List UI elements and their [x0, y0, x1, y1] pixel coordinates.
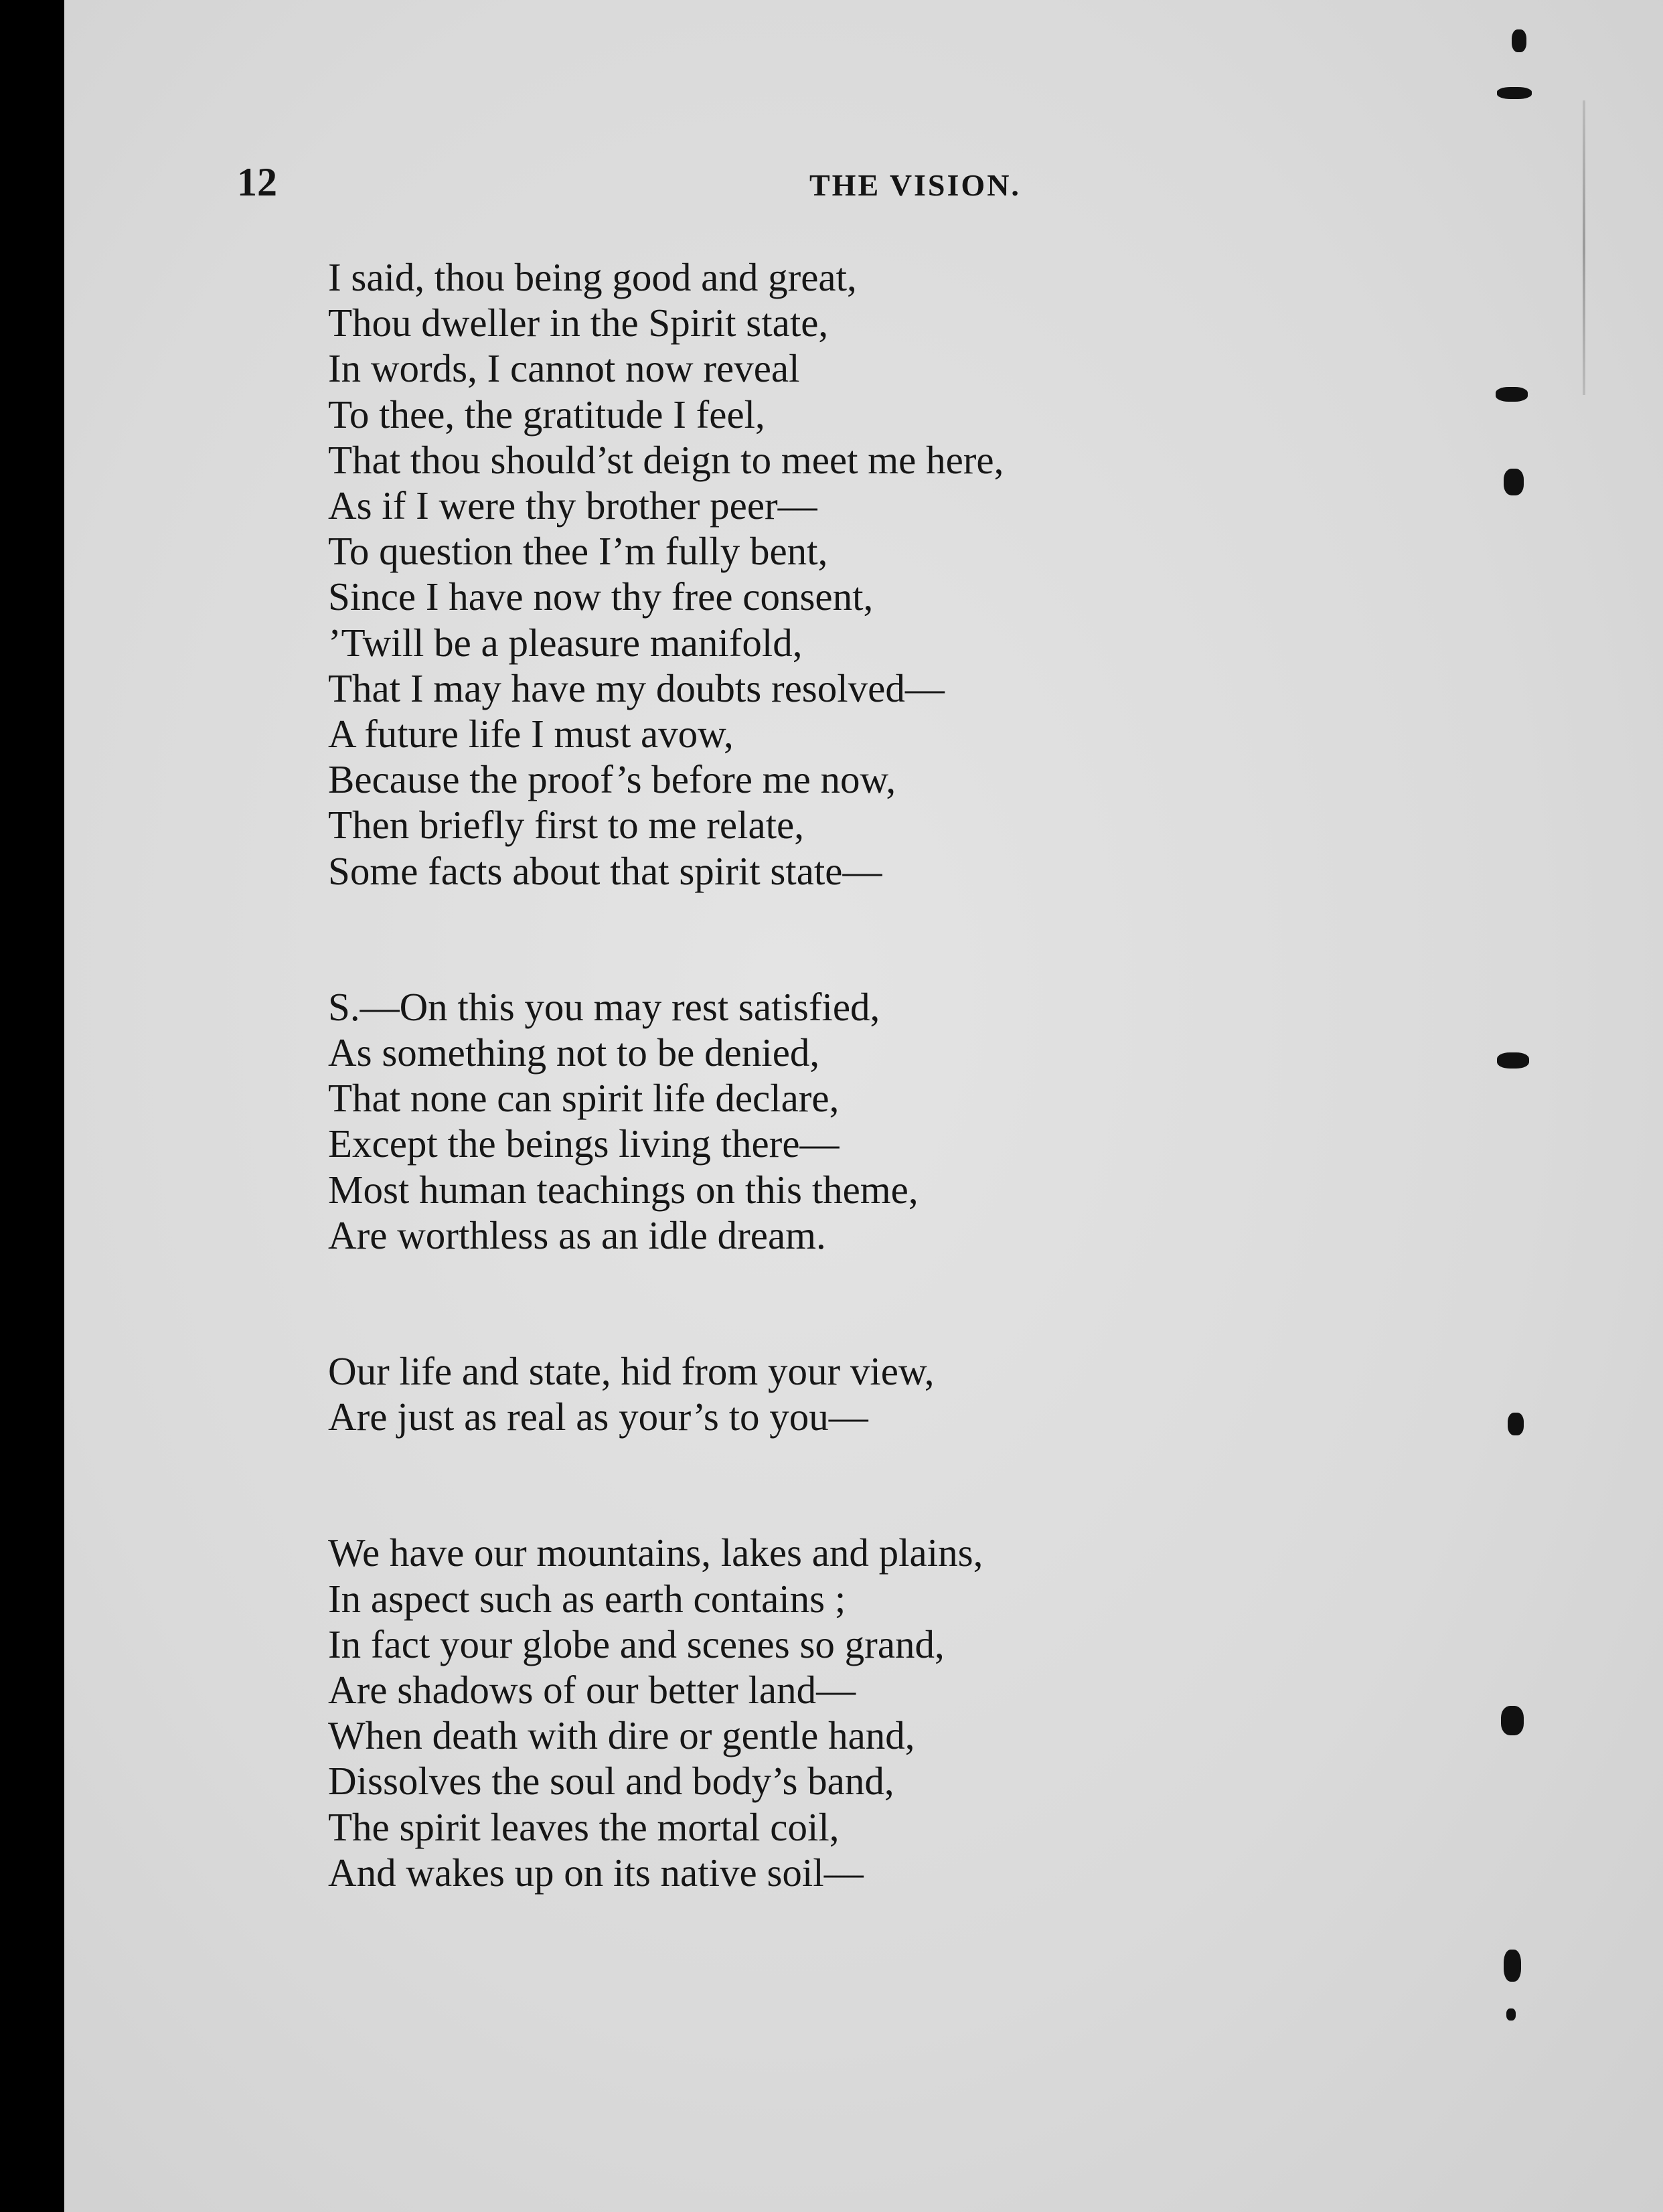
binding-mark	[1506, 2008, 1516, 2021]
binding-mark	[1497, 1052, 1529, 1069]
poem-line: As something not to be denied,	[328, 1030, 820, 1075]
binding-shadow	[1583, 100, 1585, 395]
binding-mark	[1497, 87, 1532, 99]
poem-line: When death with dire or gentle hand,	[328, 1713, 915, 1758]
binding-mark	[1508, 1413, 1524, 1435]
poem-line: Since I have now thy free consent,	[328, 574, 874, 619]
poem-body	[328, 254, 1433, 1895]
poem-line: As if I were thy brother peer—	[328, 483, 817, 528]
page-number: 12	[237, 160, 277, 204]
poem-line: ’Twill be a pleasure manifold,	[328, 620, 803, 665]
stanza-1	[328, 254, 1433, 894]
poem-line: In aspect such as earth contains ;	[328, 1576, 846, 1621]
poem-line: That I may have my doubts resolved—	[328, 665, 945, 710]
poem-line: And wakes up on its native soil—	[328, 1850, 864, 1895]
stanza-4	[328, 1530, 1433, 1895]
poem-line: In words, I cannot now reveal	[328, 346, 800, 391]
stanza-2	[328, 984, 1433, 1258]
book-page	[64, 0, 1663, 2212]
poem-line: That none can spirit life declare,	[328, 1076, 840, 1121]
poem-line: The spirit leaves the mortal coil,	[328, 1804, 840, 1849]
poem-line: In fact your globe and scenes so grand,	[328, 1622, 945, 1666]
running-title: THE VISION.	[809, 168, 1021, 202]
binding-mark	[1496, 387, 1528, 402]
poem-line: Are shadows of our better land—	[328, 1668, 856, 1713]
poem-line: Thou dweller in the Spirit state,	[328, 301, 829, 345]
poem-line: Are worthless as an idle dream.	[328, 1212, 826, 1257]
binding-mark	[1504, 469, 1524, 495]
poem-line: S.—On this you may rest satisfied,	[328, 984, 880, 1029]
poem-line: We have our mountains, lakes and plains,	[328, 1530, 983, 1575]
binding-mark	[1504, 1950, 1521, 1982]
poem-line: To thee, the gratitude I feel,	[328, 392, 765, 437]
poem-line: Then briefly first to me relate,	[328, 803, 804, 848]
poem-line: Our life and state, hid from your view,	[328, 1349, 935, 1394]
poem-line: Except the beings living there—	[328, 1121, 840, 1166]
poem-line: That thou should’st deign to meet me here,	[328, 437, 1004, 482]
page-header	[237, 159, 1509, 220]
poem-line: Because the proof’s before me now,	[328, 757, 896, 802]
poem-line: I said, thou being good and great,	[328, 255, 857, 299]
binding-mark	[1501, 1706, 1524, 1735]
binding-mark	[1512, 29, 1526, 52]
poem-line: Dissolves the soul and body’s band,	[328, 1759, 894, 1804]
poem-line: Are just as real as your’s to you—	[328, 1395, 868, 1439]
poem-line: A future life I must avow,	[328, 712, 734, 757]
poem-line: Some facts about that spirit state—	[328, 848, 882, 893]
stanza-3	[328, 1348, 1433, 1439]
poem-line: Most human teachings on this theme,	[328, 1167, 919, 1212]
poem-line: To question thee I’m fully bent,	[328, 529, 828, 574]
